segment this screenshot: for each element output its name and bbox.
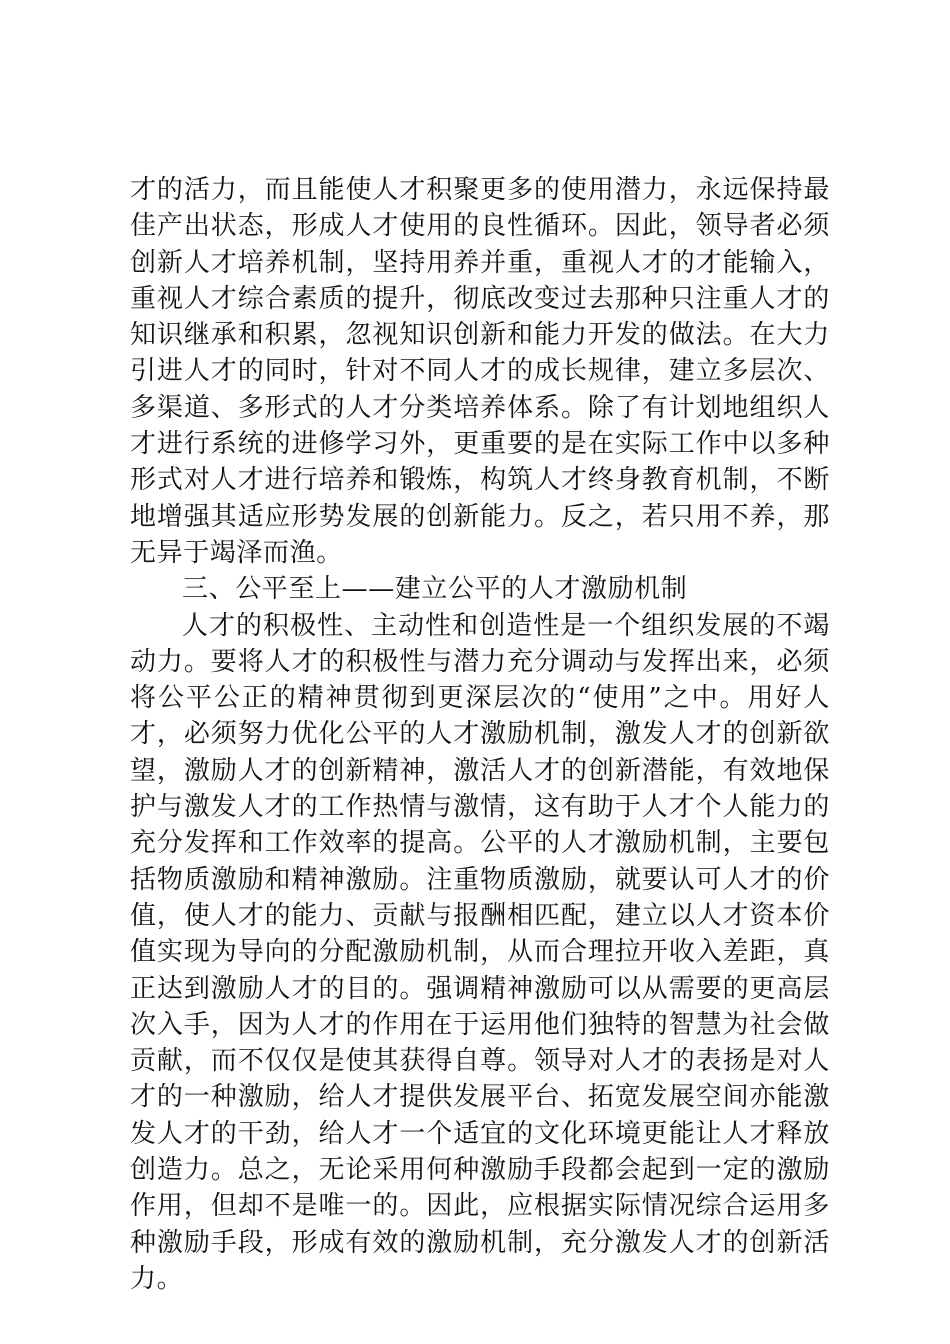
paragraph-talent-cultivation: 才的活力，而且能使人才积聚更多的使用潜力，永远保持最佳产出状态，形成人才使用的良性循环。因此，领导者必须创新人才培养机制，坚持用养并重，重视人才的才能输入，重视人才综合素质的提升，彻底改变过去那种只注重人才的知识继承和积累，忽视知识创新和能力开发的做法。在大力引进人才的同时，针对不同人才的成长规律，建立多层次、多渠道、多形式的人才分类培养体系。除了有计划地组织人才进行系统的进修学习外，更重要的是在实际工作中以多种形式对人才进行培养和锻炼，构筑人才终身教育机制，不断地增强其适应形势发展的创新能力。反之，若只用不养，那无异于竭泽而渔。 [130, 175, 830, 568]
document-body [130, 172, 830, 1297]
section-heading-fair-incentive: 三、公平至上——建立公平的人才激励机制 [182, 574, 688, 605]
paragraph-incentive-mechanism: 人才的积极性、主动性和创造性是一个组织发展的不竭动力。要将人才的积极性与潜力充分调动与发挥出来，必须将公平公正的精神贯彻到更深层次的“使用”之中。用好人才，必须努力优化公平的人才激励机制，激发人才的创新欲望，激励人才的创新精神，激活人才的创新潜能，有效地保护与激发人才的工作热情与激情，这有助于人才个人能力的充分发挥和工作效率的提高。公平的人才激励机制，主要包括物质激励和精神激励。注重物质激励，就要认可人才的价值，使人才的能力、贡献与报酬相匹配，建立以人才资本价值实现为导向的分配激励机制，从而合理拉开收入差距，真正达到激励人才的目的。强调精神激励可以从需要的更高层次入手，因为人才的作用在于运用他们独特的智慧为社会做贡献，而不仅仅是使其获得自尊。领导对人才的表扬是对人才的一种激励，给人才提供发展平台、拓宽发展空间亦能激发人才的干劲，给人才一个适宜的文化环境更能让人才释放创造力。总之，无论采用何种激励手段都会起到一定的激励作用，但却不是唯一的。因此，应根据实际情况综合运用多种激励手段，形成有效的激励机制，充分激发人才的创新活力。 [130, 610, 830, 1294]
